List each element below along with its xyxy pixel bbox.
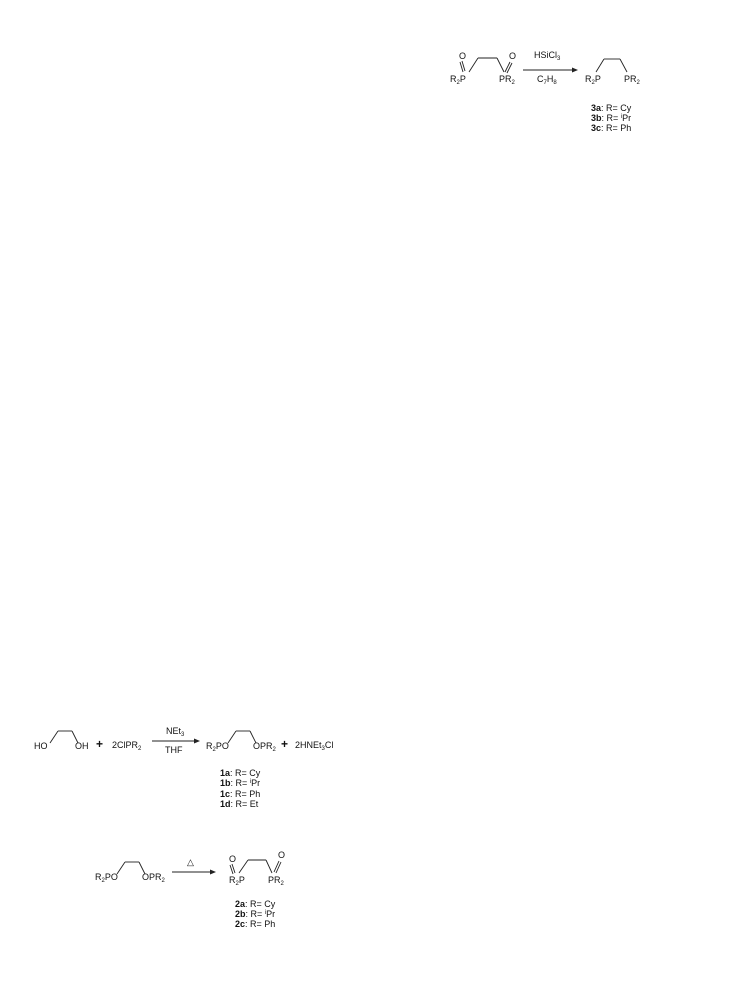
p-o-double-bond-right bbox=[505, 62, 510, 72]
oh-label: OH bbox=[75, 741, 89, 751]
solvent-thf: THF bbox=[165, 745, 183, 755]
label-1d: 1d: R= Et bbox=[220, 799, 259, 809]
bond-ch2-p-right bbox=[497, 58, 504, 72]
bond-o-ch2 bbox=[228, 731, 236, 743]
oxygen-left-label: O bbox=[459, 51, 467, 61]
pr2-label: $PR_2$ bbox=[268, 875, 284, 887]
r2p-label: $R_2P$ bbox=[229, 875, 245, 887]
compound-labels-3 bbox=[591, 103, 632, 133]
pr2-right-label: $PR_2$ bbox=[499, 74, 515, 86]
compound-labels-2 bbox=[235, 899, 276, 929]
bond-o-ch2 bbox=[117, 862, 125, 874]
oxygen-right-label: O bbox=[278, 850, 286, 860]
ethylene-glycol bbox=[34, 731, 89, 751]
plus-sign-2: + bbox=[281, 737, 289, 751]
p-o-double-bond-right bbox=[274, 861, 279, 872]
bond-p-ch2-left bbox=[239, 860, 248, 873]
reaction-arrow-top bbox=[523, 50, 578, 86]
reactant-phosphinite bbox=[95, 862, 166, 884]
heat-symbol: △ bbox=[187, 857, 194, 867]
label-1a: 1a: R= Cy bbox=[220, 768, 261, 778]
plus-sign-1: + bbox=[96, 737, 104, 751]
product-diphosphine-dioxide bbox=[229, 850, 285, 887]
oxygen-right-label: O bbox=[509, 51, 517, 61]
compound-labels-1 bbox=[220, 768, 261, 809]
byproduct-hnet3cl: 2HNEt$_3$Cl bbox=[295, 740, 334, 752]
scheme-bottom-1 bbox=[34, 726, 333, 809]
opr2-label: $OPR_2$ bbox=[253, 741, 276, 753]
reactant-diphosphine-dioxide bbox=[450, 51, 516, 86]
reagent-net3: NEt$_3$ bbox=[166, 726, 185, 738]
product-phosphinite bbox=[206, 731, 277, 753]
arrow-head bbox=[194, 739, 200, 744]
label-2a: 2a: R= Cy bbox=[235, 899, 276, 909]
bond-ch2-p-right bbox=[620, 59, 627, 72]
oxygen-left-label: O bbox=[229, 854, 237, 864]
reagent-c7h8: $C_7H_8$ bbox=[537, 74, 557, 86]
arrow-head bbox=[210, 870, 216, 875]
scheme-bottom-2 bbox=[95, 850, 285, 929]
ho-label: HO bbox=[34, 741, 48, 751]
product-diphosphine bbox=[585, 59, 641, 86]
r2p-left-label: $R_2P$ bbox=[450, 74, 466, 86]
bond-p-ch2-left bbox=[596, 59, 604, 72]
label-2c: 2c: R= Ph bbox=[235, 919, 276, 929]
reagent-clpr2: 2ClPR$_2$ bbox=[112, 740, 142, 752]
label-3b: 3b: R= $^i$Pr bbox=[591, 113, 632, 123]
label-1c: 1c: R= Ph bbox=[220, 789, 261, 799]
r2p-product-label: $R_2P$ bbox=[585, 74, 601, 86]
r2po-label: $R_2PO$ bbox=[206, 741, 229, 753]
reagent-hsicl3: HSiCl$_3$ bbox=[534, 50, 561, 62]
scheme-top bbox=[450, 50, 641, 133]
reaction-arrow-1 bbox=[152, 726, 200, 755]
arrow-head bbox=[572, 68, 578, 73]
pr2-product-label: $PR_2$ bbox=[624, 74, 640, 86]
label-3c: 3c: R= Ph bbox=[591, 123, 632, 133]
bond-p-ch2-left bbox=[469, 58, 478, 72]
label-1b: 1b: R= $^i$Pr bbox=[220, 778, 261, 788]
p-o-double-bond-right-2 bbox=[276, 862, 281, 873]
reaction-arrow-2 bbox=[172, 857, 216, 875]
p-o-double-bond-right-2 bbox=[507, 63, 512, 73]
label-3a: 3a: R= Cy bbox=[591, 103, 632, 113]
bond-ch2-p-right bbox=[266, 860, 272, 873]
label-2b: 2b: R= $^i$Pr bbox=[235, 909, 276, 919]
r2po-label: $R_2PO$ bbox=[95, 872, 118, 884]
bond-o-ch2 bbox=[50, 731, 58, 743]
opr2-label: $OPR_2$ bbox=[142, 872, 165, 884]
